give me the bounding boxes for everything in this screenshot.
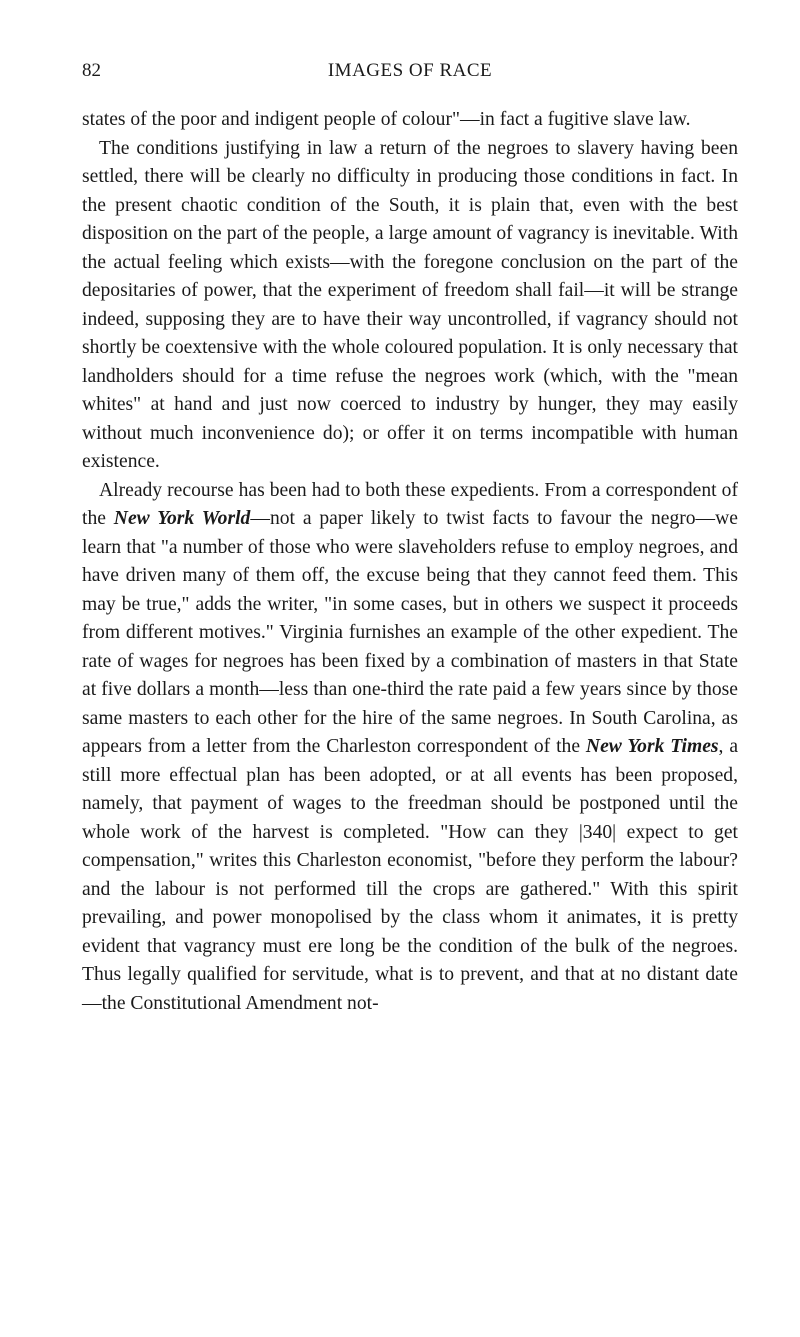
text-run: , a still more effectual plan has been adopted, or at all events has been proposed, namely, that payment of wages to the freedman should be postponed until the whole work of the harvest is completed. "How can they |340| expect to get compensation," writes this Charleston economist, "before they perform the labour? and the labour is not performed till the crops are gathered." With this spirit prevailing, and power monopolised by the class whom it animates, it is pretty evident that vagrancy must ere long be the condition of the bulk of the negroes. Thus legally qualified for servitude, what is to prevent, and that at no distant date—the Constitutional Amendment not-	[82, 736, 739, 1014]
text-run: Already recourse has been had to both these expedients. From a correspondent of the	[82, 479, 738, 529]
text-run: —not a paper likely to twist facts to favour the negro—we learn that "a number of those who were slaveholders refuse to employ negroes, and have driven many of them off, the excuse being that they cannot feed them. This may be true," adds the writer, "in some cases, but in others we suspect it proceeds from different motives." Virginia furnishes an example of the other expedient. The rate of wages for negroes has been fixed by a combination of masters in that State at five dollars a month—less than one-third the rate paid a few years since by those same masters to each other for the hire of the same negroes. In South Carolina, as appears from a letter from the Charleston correspondent of the	[82, 508, 739, 757]
running-head	[82, 58, 738, 84]
paragraph	[82, 106, 738, 135]
page-number: 82	[82, 60, 101, 81]
paragraph	[82, 477, 738, 1019]
running-head-title: IMAGES OF RACE	[327, 60, 493, 81]
text-run: states of the poor and indigent people of colour"—in fact a fugitive slave law.	[82, 109, 691, 130]
text-run: The conditions justifying in law a return of the negroes to slavery having been settled, there will be clearly no difficulty in producing those conditions in fact. In the present chaotic condition of the South, it is plain that, even with the best disposition on the part of the people, a large amount of vagrancy is inevitable. With the actual feeling which exists—with the foregone conclusion on the part of the depositaries of power, that the experiment of freedom shall fail—it will be strange indeed, supposing they are to have their way uncontrolled, if vagrancy should not shortly be coextensive with the whole coloured population. It is only necessary that landholders should for a time refuse the negroes work (which, with the "mean whites" at hand and just now coerced to industry by hunger, they may easily without much inconvenience do); or offer it on terms incompatible with human existence.	[82, 137, 738, 472]
body-text	[82, 106, 738, 1018]
paragraph	[82, 135, 738, 477]
italic-title: New York Times	[585, 736, 719, 757]
italic-title: New York World	[113, 508, 251, 529]
